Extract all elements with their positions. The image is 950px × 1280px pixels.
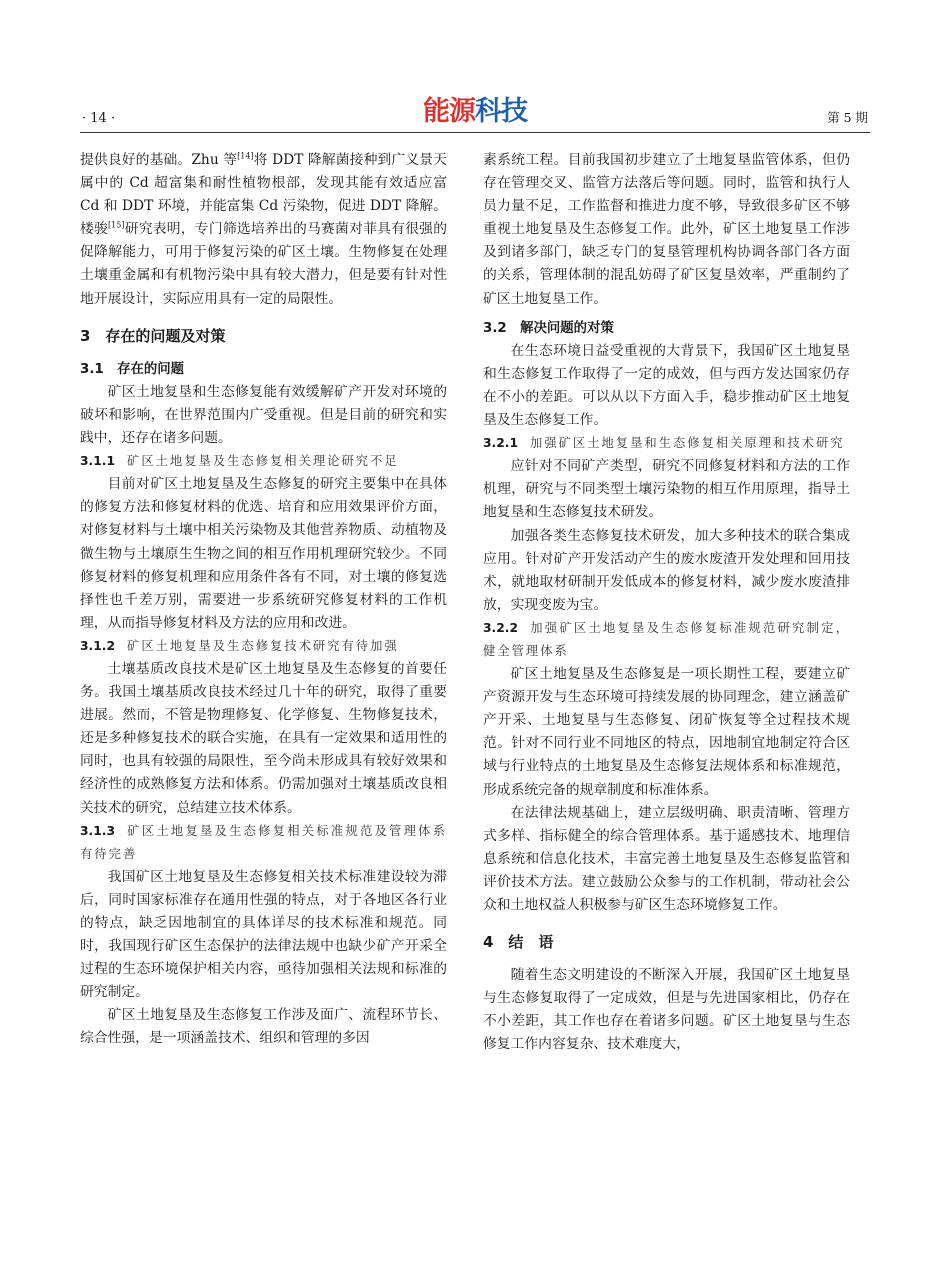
text-run: 将 DDT 降解菌接种到广义景天属中的 Cd 超富集和耐性植物根部，发现其能有效适应富 Cd 和 DDT 环境，并能富集 Cd 污染物，促进 DDT 降解。楼骏 (80, 152, 447, 238)
heading-number: 3.1.2 (80, 638, 116, 653)
journal-logo-part-a: 能源 (423, 96, 475, 127)
citation: [14] (237, 151, 254, 161)
heading-text: 矿区土地复垦及生态修复技术研究有待加强 (127, 638, 399, 653)
paragraph-continued: 素系统工程。目前我国初步建立了土地复垦监管体系，但仍存在管理交叉、监管方法落后等问题。同时，监管和执行人员力量不足，工作监督和推进力度不够，导致很多矿区不够重视土地复垦及生态修复工作。此外，矿区土地复垦工作涉及到诸多部门，缺乏专门的复垦管理机构协调各部门各方面的关系，管理体制的混乱妨碍了矿区复垦效率，严重制约了矿区土地复垦工作。 (483, 152, 850, 307)
paragraph: 加强各类生态修复技术研发，加大多种技术的联合集成应用。针对矿产开发活动产生的废水废渣开发处理和回用技术，就地取材研制开发低成本的修复材料，减少废水废渣排放，实现变废为宝。 (483, 527, 850, 613)
paragraph: 我国矿区土地复垦及生态修复相关技术标准建设较为滞后，同时国家标准存在通用性强的特点，对于各地区各行业的特点，缺乏因地制宜的具体详尽的技术标准和规范。同时，我国现行矿区生态保护的法律法规中也缺少矿产开采全过程的生态环境保护相关内容，亟待加强相关法规和标准的研究制定。 (80, 868, 447, 1001)
subsubsection-heading-3-1-3 (80, 820, 447, 866)
section-heading-3: 3 存在的问题及对策 (80, 326, 226, 345)
heading-text: 加强矿区土地复垦及生态修复标准规范研究制定，健全管理体系 (483, 620, 850, 658)
paragraph: 土壤基质改良技术是矿区土地复垦及生态修复的首要任务。我国土壤基质改良技术经过几十年的研究，取得了重要进展。然而，不管是物理修复、化学修复、生物修复技术，还是多种修复技术的联合实施，在具有一定效果和适用性的同时，也具有较强的局限性，至今尚未形成具有较好效果和经济性的成熟修复方法和体系。仍需加强对土壤基质改良相关技术的研究，总结建立技术体系。 (80, 660, 447, 816)
page-number: · 14 · (82, 111, 116, 126)
paragraph: 在法律法规基础上，建立层级明确、职责清晰、管理方式多样、指标健全的综合管理体系。基于遥感技术、地理信息系统和信息化技术，丰富完善土地复垦及生态修复监管和评价技术方法。建立鼓励公众参与的工作机制，带动社会公众和土地权益人积极参与矿区生态环境修复工作。 (483, 804, 850, 913)
subsection-heading-3-2: 3.2 解决问题的对策 (483, 320, 614, 336)
paragraph: 矿区土地复垦和生态修复能有效缓解矿产开发对环境的破坏和影响，在世界范围内广受重视。但是目前的研究和实践中，还存在诸多问题。 (80, 383, 447, 447)
subsubsection-heading-3-1-2 (80, 635, 447, 658)
paragraph: 应针对不同矿产类型，研究不同修复材料和方法的工作机理，研究与不同类型土壤污染物的相互作用原理，指导土地复垦和生态修复技术研发。 (483, 458, 850, 521)
subsection-heading-3-1: 3.1 存在的问题 (80, 361, 185, 377)
heading-number: 3.1.1 (80, 454, 116, 469)
issue-number: 第 5 期 (827, 110, 868, 125)
subsubsection-heading-3-2-2 (483, 617, 850, 663)
paragraph: 随着生态文明建设的不断深入开展，我国矿区土地复垦与生态修复取得了一定成效，但是与先进国家相比，仍存在不小差距，其工作也存在着诸多问题。矿区土地复垦与生态修复工作内容复杂、技术难度大， (483, 967, 850, 1053)
section-heading-4: 4 结 语 (483, 933, 554, 952)
citation: [15] (108, 220, 125, 230)
left-column (80, 149, 447, 1051)
subsubsection-heading-3-2-1 (483, 432, 850, 455)
heading-text: 矿区土地复垦及生态修复相关理论研究不足 (127, 454, 399, 469)
heading-text: 矿区土地复垦及生态修复相关标准规范及管理体系有待完善 (80, 823, 447, 861)
text-run: 研究表明，专门筛选培养出的马赛菌对菲具有很强的促降解能力，可用于修复污染的矿区土壤。生物修复在处理土壤重金属和有机物污染中具有较大潜力，但是要有针对性地开展设计，实际应用具有一定的局限性。 (80, 221, 447, 307)
heading-number: 3.1.3 (80, 823, 116, 838)
paragraph: 目前对矿区土地复垦及生态修复的研究主要集中在具体的修复方法和修复材料的优选、培育和应用效果评价方面，对修复材料与土壤中相关污染物及其他营养物质、动植物及微生物与土壤原生生物之间的相互作用机理研究较少。不同修复材料的修复机理和应用条件各有不同，对土壤的修复选择性也千差万别，需要进一步系统研究修复材料的工作机理，从而指导修复材料及方法的应用和改进。 (80, 476, 447, 631)
heading-text: 加强矿区土地复垦和生态修复相关原理和技术研究 (530, 436, 845, 451)
paragraph: 在生态环境日益受重视的大背景下，我国矿区土地复垦和生态修复工作取得了一定的成效，但与西方发达国家仍存在不小的差距。可以从以下方面入手，稳步推动矿区土地复垦及生态修复工作。 (483, 342, 850, 429)
paragraph: 矿区土地复垦及生态修复是一项长期性工程，要建立矿产资源开发与生态环境可持续发展的协同理念，建立涵盖矿产开采、土地复垦与生态修复、闭矿恢复等全过程技术规范。针对不同行业不同地区的特点，因地制宜地制定符合区域与行业特点的土地复垦及生态修复法规体系和标准规范，形成系统完备的规章制度和标准体系。 (483, 666, 850, 798)
right-column (483, 149, 850, 1057)
paragraph-continued (80, 149, 447, 311)
heading-number: 3.2.2 (483, 620, 519, 635)
paragraph: 矿区土地复垦及生态修复工作涉及面广、流程环节长、综合性强，是一项涵盖技术、组织和管理的多因 (80, 1007, 447, 1047)
subsubsection-heading-3-1-1 (80, 450, 447, 473)
heading-number: 3.2.1 (483, 436, 519, 451)
journal-logo (423, 89, 527, 128)
page-header (80, 92, 870, 133)
text-run: 提供良好的基础。Zhu 等 (80, 152, 238, 168)
journal-logo-part-b: 科技 (475, 96, 527, 127)
